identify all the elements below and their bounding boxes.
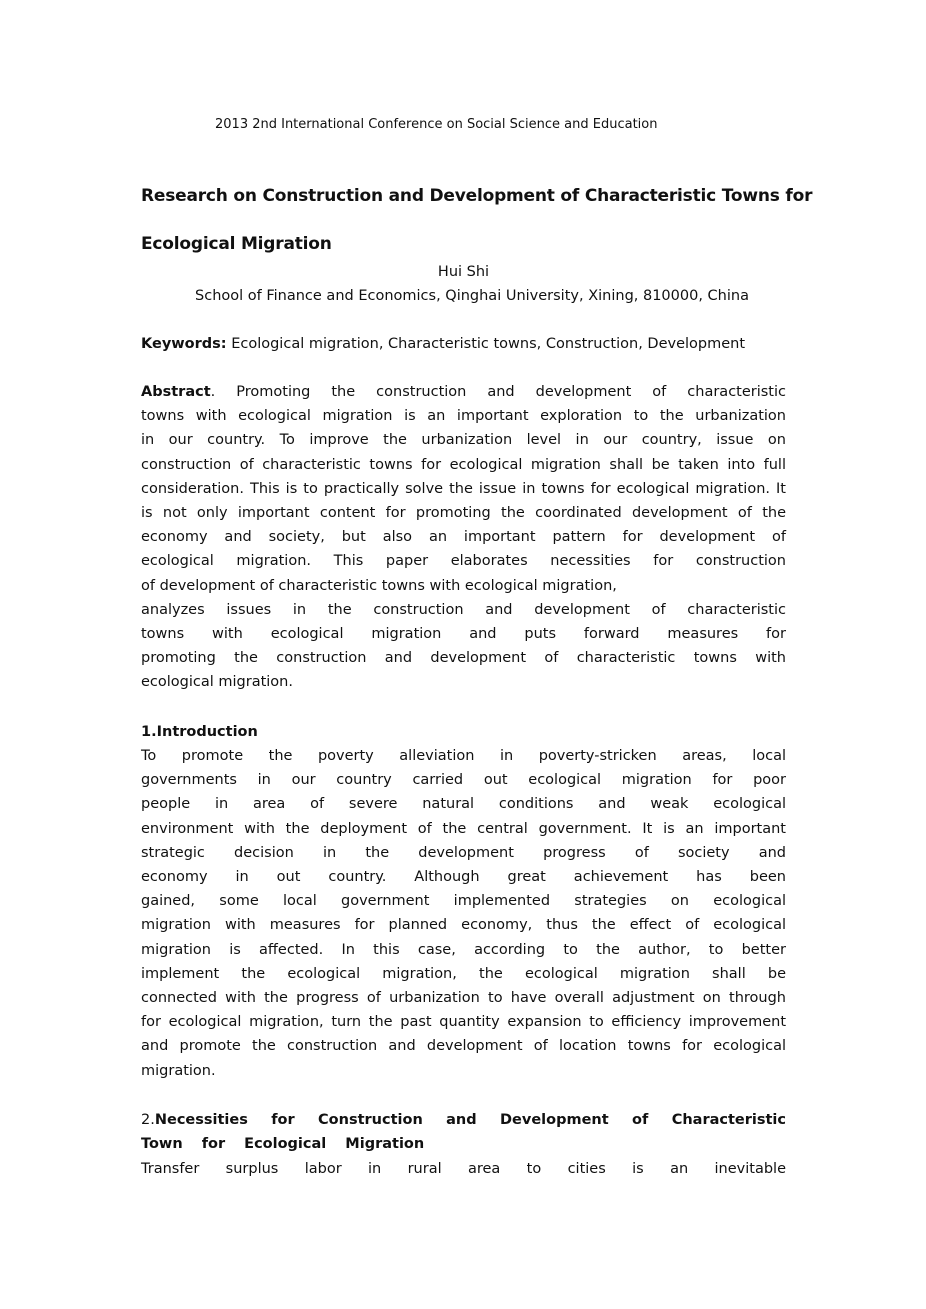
keywords-label: Keywords: [141, 336, 227, 352]
intro-line: implement the ecological migration, the ecological migration shall be [141, 965, 786, 982]
abstract-line: economy and society, but also an important pattern for development of [141, 529, 786, 546]
intro-line: migration with measures for planned economy, thus the effect of ecological [141, 917, 786, 934]
section-heading-necessities [141, 1108, 786, 1156]
abstract-line: towns with ecological migration and puts forward measures for [141, 626, 786, 643]
abstract-line: analyzes issues in the construction and development of characteristic [141, 601, 786, 618]
section-heading-introduction: 1.Introduction [141, 724, 258, 740]
sec2-number: 2. [141, 1112, 155, 1128]
abstract-line: promoting the construction and development of characteristic towns with [141, 650, 786, 667]
intro-line: economy in out country. Although great achievement has been [141, 869, 786, 886]
title-line-1: Research on Construction and Development of Characteristic Towns for [141, 186, 813, 206]
title-line-2: Ecological Migration [141, 234, 332, 254]
conference-header: 2013 2nd International Conference on Social Science and Education [215, 117, 658, 132]
sec2-heading-line-2: Town for Ecological Migration [141, 1136, 425, 1153]
intro-line: for ecological migration, turn the past quantity expansion to efficiency improvement [141, 1014, 786, 1031]
paper-title [141, 172, 813, 268]
abstract [141, 380, 786, 695]
keywords-text: Ecological migration, Characteristic towns, Construction, Development [231, 336, 746, 352]
keywords [141, 332, 801, 356]
author-name: Hui Shi [437, 264, 490, 280]
author-affiliation: School of Finance and Economics, Qinghai University, Xining, 810000, China [195, 288, 749, 304]
sec2-heading-line-1: 2.Necessities for Construction and Development of Characteristic [141, 1112, 786, 1128]
intro-line: gained, some local government implemented strategies on ecological [141, 893, 786, 910]
abstract-line: consideration. This is to practically solve the issue in towns for ecological migration. It [141, 480, 786, 497]
introduction-body [141, 744, 786, 1083]
abstract-line: in our country. To improve the urbanization level in our country, issue on [141, 432, 786, 449]
intro-line: people in area of severe natural conditions and weak ecological [141, 796, 786, 813]
intro-line: To promote the poverty alleviation in poverty-stricken areas, local [141, 748, 786, 764]
intro-line: strategic decision in the development progress of society and [141, 844, 786, 861]
abstract-line: is not only important content for promoting the coordinated development of the [141, 505, 786, 522]
sec2-line: Transfer surplus labor in rural area to cities is an inevitable [141, 1161, 786, 1177]
intro-line: and promote the construction and development of location towns for ecological [141, 1038, 786, 1055]
abstract-line: ecological migration. [141, 674, 293, 691]
abstract-label: Abstract [141, 384, 211, 400]
abstract-line: towns with ecological migration is an important exploration to the urbanization [141, 408, 786, 425]
abstract-line: Abstract. Promoting the construction and development of characteristic [141, 384, 786, 400]
intro-line: governments in our country carried out ecological migration for poor [141, 772, 786, 789]
intro-line: migration is affected. In this case, according to the author, to better [141, 941, 786, 958]
abstract-line: of development of characteristic towns with ecological migration, [141, 577, 617, 594]
intro-line: environment with the deployment of the central government. It is an important [141, 820, 786, 837]
intro-line: migration. [141, 1062, 216, 1079]
abstract-line: construction of characteristic towns for ecological migration shall be taken into full [141, 456, 786, 473]
section2-body [141, 1157, 786, 1181]
abstract-line: ecological migration. This paper elaborates necessities for construction [141, 553, 786, 570]
intro-line: connected with the progress of urbanization to have overall adjustment on through [141, 990, 786, 1007]
